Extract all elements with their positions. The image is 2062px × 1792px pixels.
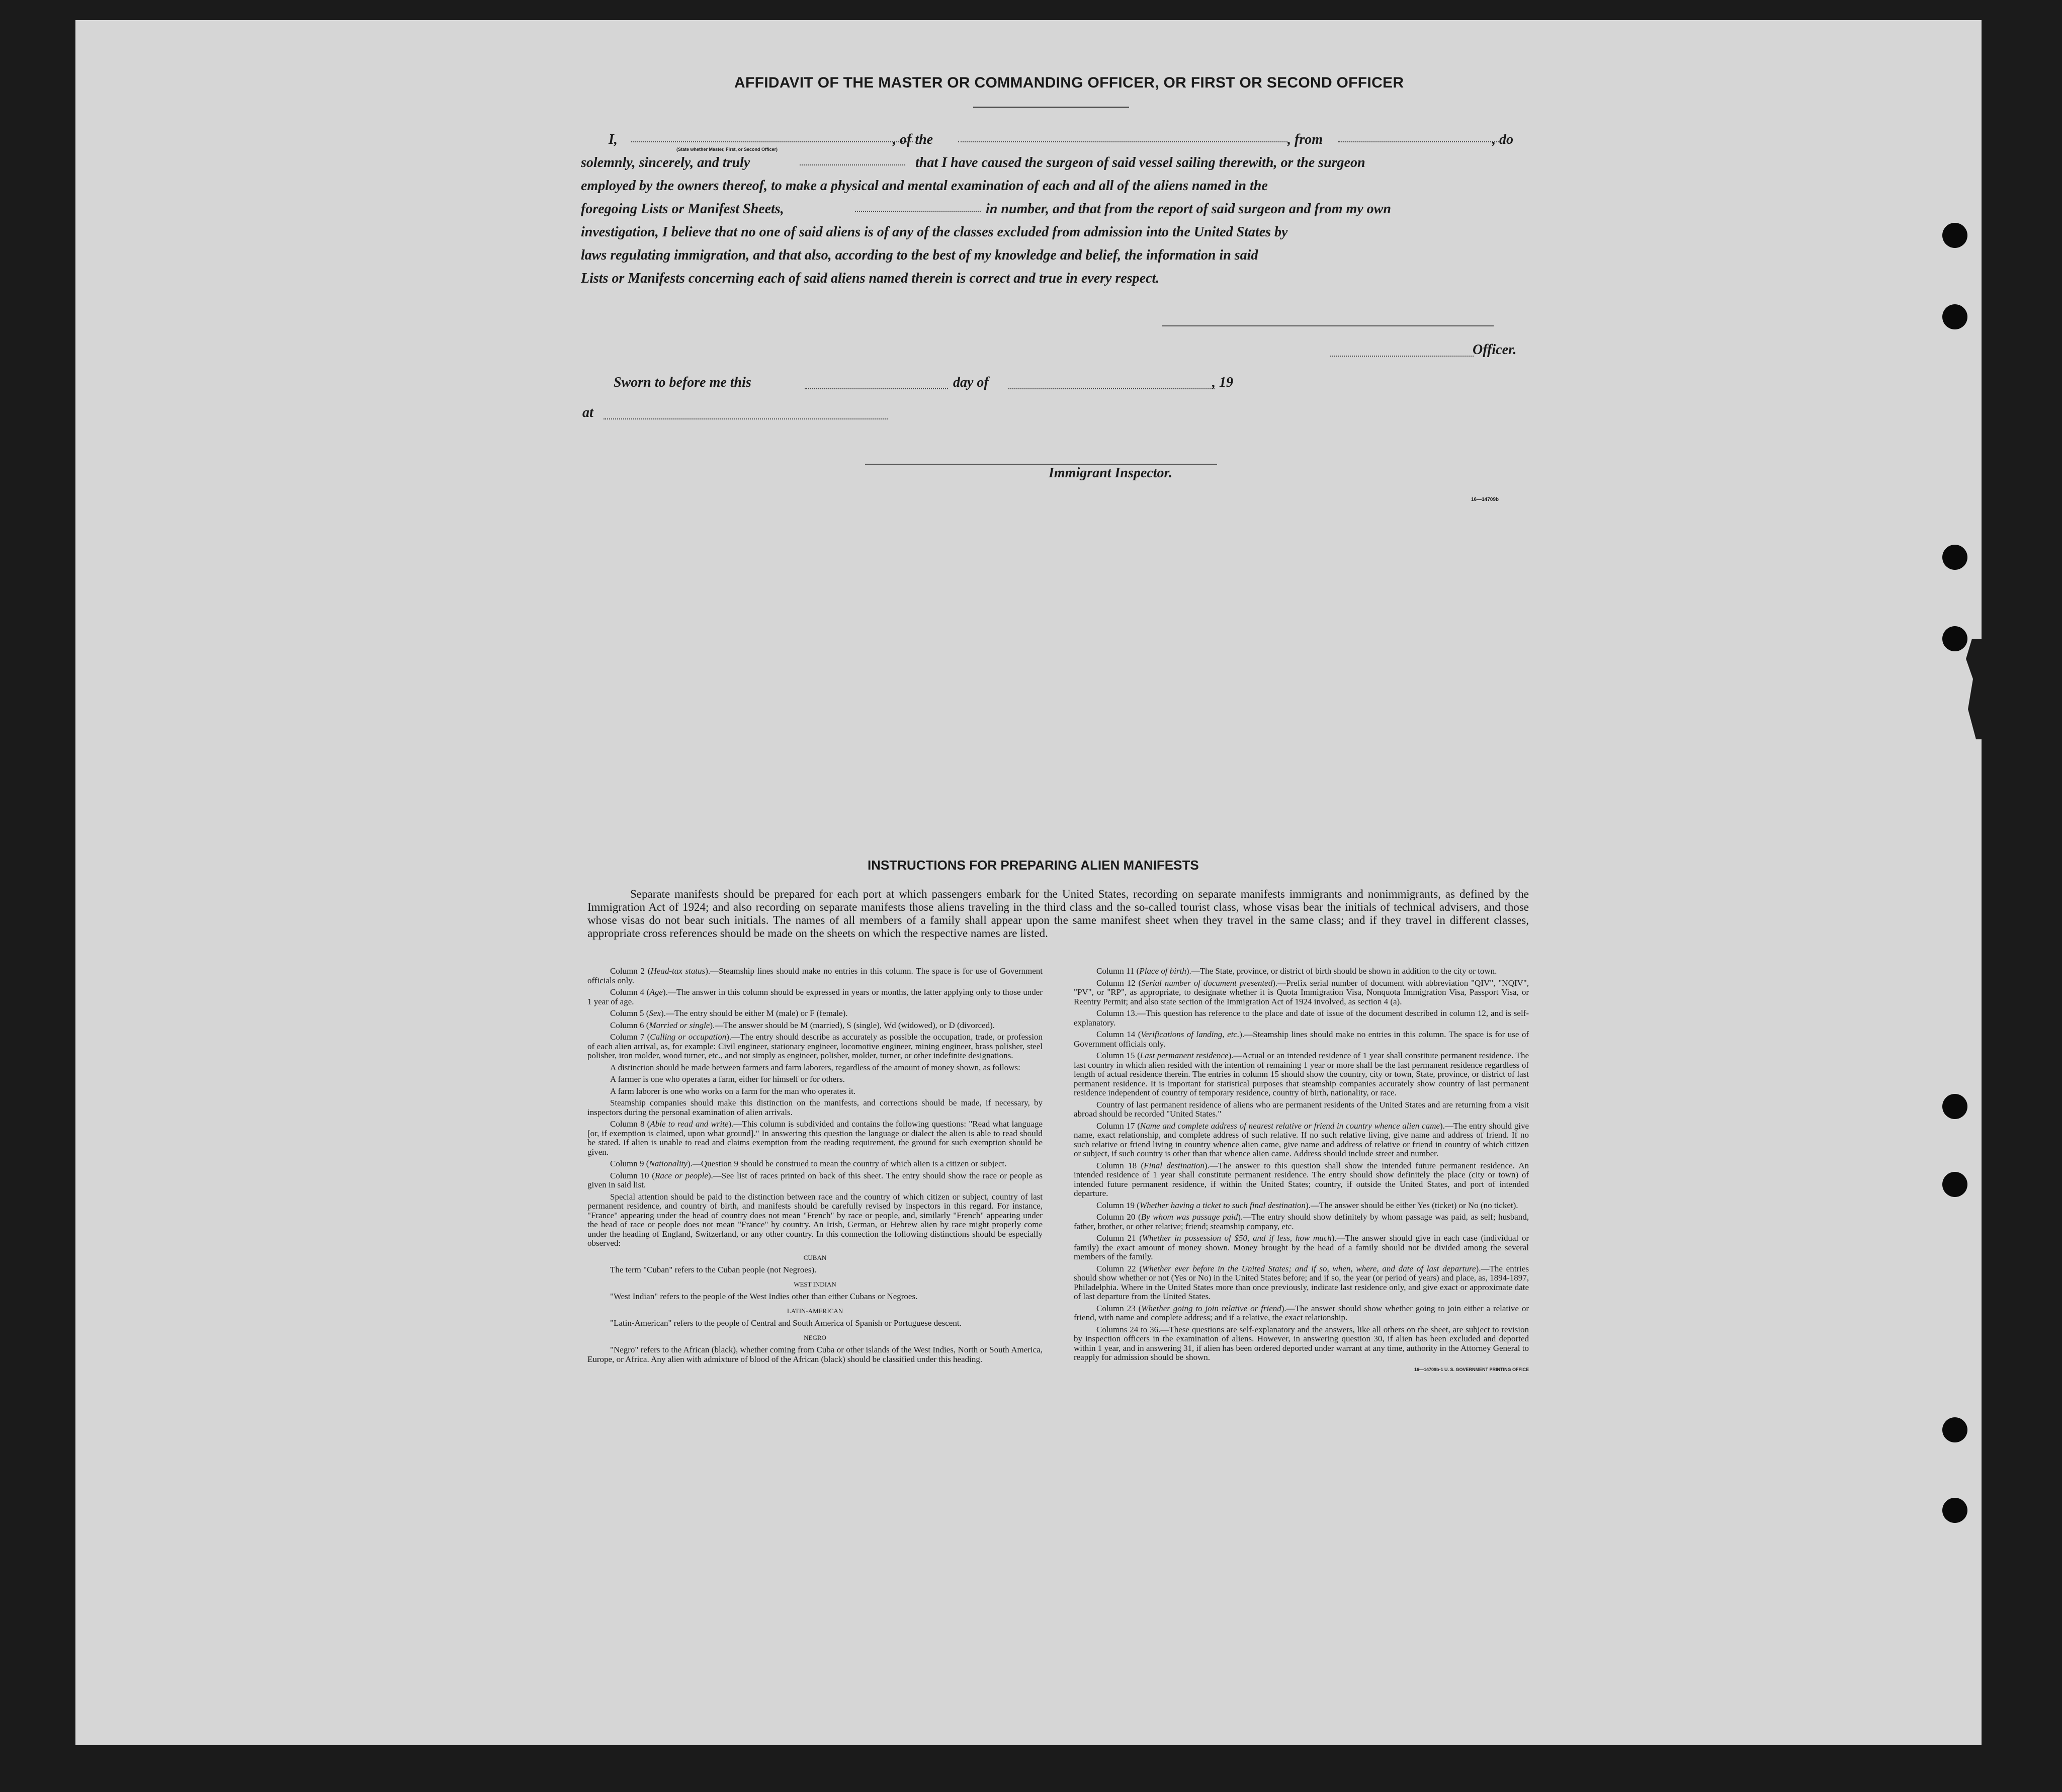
- farmer-distinction: A distinction should be made between farmers and farm laborers, regardless of the amount of money shown, as follows:: [610, 1062, 1020, 1072]
- column-21-note: Column 21 (Whether in possession of $50, and if less, how much).—The answer should give in each case (individual or family) the exact amount of money shown. Money brought by the head of a family should not be divided among the several members of the family.: [1074, 1233, 1529, 1261]
- printing-office-footer: 16—14709b-1 U. S. GOVERNMENT PRINTING OFFICE: [1414, 1367, 1529, 1372]
- west-indian-definition: "West Indian" refers to the people of the West Indies other than either Cubans or Negroes.: [610, 1292, 918, 1301]
- column-8-note: Column 8 (Able to read and write).—This column is subdivided and contains the following questions: "Read what language [or, if exemption is claimed, upon what ground]." In answering this question the language or dialect the alien is able to read should be stated. If alien is unable to read and claims exemption from the reading requirement, the ground for such exemption should be given.: [587, 1119, 1043, 1157]
- column-4-note: Column 4 (Age).—The answer in this column should be expressed in years or months, the latter applying only to those under 1 year of age.: [587, 987, 1043, 1006]
- inspector-label: Immigrant Inspector.: [1049, 465, 1172, 481]
- sheet-count-field[interactable]: [855, 211, 981, 212]
- sworn-place-field[interactable]: [604, 418, 888, 419]
- day-of-label: day of: [953, 375, 989, 390]
- officer-signature-field[interactable]: [1330, 356, 1474, 357]
- inspector-signature-line[interactable]: [865, 464, 1217, 465]
- column-22-note: Column 22 (Whether ever before in the United States; and if so, when, where, and date of last departure).—The entries should show whether or not (Yes or No) in the United States before; and if so, the year (or period of years) and place, as, 1894-1897, Philadelphia. Where in the United States more than once previously, indicate last residence only, and give exact or approximate date of last departure from the United States.: [1074, 1263, 1529, 1301]
- punch-hole: [1942, 1172, 1967, 1197]
- punch-hole: [1942, 545, 1967, 570]
- instructions-right-column: [1074, 967, 1529, 1377]
- column-9-note: Column 9 (Nationality).—Question 9 should be construed to mean the country of which alien is a citizen or subject.: [610, 1159, 1007, 1168]
- column-6-note: Column 6 (Married or single).—The answer should be M (married), S (single), Wd (widowed), or D (divorced).: [610, 1020, 995, 1030]
- column-11-note: Column 11 (Place of birth).—The State, province, or district of birth should be shown in addition to the city or town.: [1096, 966, 1497, 976]
- at-label: at: [582, 405, 593, 420]
- column-17-note: Column 17 (Name and complete address of nearest relative or friend in country whence alien came).—The entry should give name, exact relationship, and complete address of such relative. If no such relative living, give name and address of friend. If no such relative or friend living in country whence alien came, give name and address of relative or friend in country of which citizen or subject, if such country is other than that whence alien came. Address should include street and number.: [1074, 1121, 1529, 1158]
- punch-hole: [1942, 626, 1967, 651]
- affidavit-text: I, , of the , from , do solemnly, sincerely, and truly that I have caused the surgeon of said vessel sailing therewith, or the surgeon employed by the owners thereof, to make a physical and mental examination of each and all of the aliens named in the foregoing Lists or Manifest Sheets, in number, and that from the report of said surgeon and from my own investigation, I believe that no one of said aliens is of any of the classes excluded from admission into the United States by laws regulating immigration, and that also, according to the best of my knowledge and belief, the information in said Lists or Manifests concerning each of said aliens named therein is correct and true in every respect.: [581, 132, 1513, 286]
- cuban-definition: The term "Cuban" refers to the Cuban people (not Negroes).: [610, 1265, 817, 1274]
- column-23-note: Column 23 (Whether going to join relative or friend).—The answer should show whether going to join either a relative or friend, with name and complete address; and if a relative, the exact relationship.: [1074, 1303, 1529, 1322]
- punch-hole: [1942, 1498, 1967, 1523]
- latin-american-definition: "Latin-American" refers to the people of Central and South America of Spanish or Portuguese descent.: [610, 1318, 962, 1328]
- form-number: 16—14709b: [1471, 497, 1499, 502]
- vessel-name-field[interactable]: [958, 141, 1287, 142]
- farm-laborer-definition: A farm laborer is one who works on a farm for the man who operates it.: [610, 1086, 856, 1096]
- negro-heading: NEGRO: [804, 1333, 826, 1341]
- column-5-note: Column 5 (Sex).—The entry should be either M (male) or F (female).: [610, 1008, 848, 1018]
- column-7-note: Column 7 (Calling or occupation).—The entry should describe as accurately as possible the occupation, trade, or profession of each alien arrival, as, for example: Civil engineer, stationary engineer, locomotive engineer, mining engineer, brass polisher, steel polisher, iron molder, wood turner, etc., and not simply as engineer, polisher, molder, turner, or other indefinite designations.: [587, 1032, 1043, 1060]
- punch-hole: [1942, 1417, 1967, 1442]
- affidavit-title: AFFIDAVIT OF THE MASTER OR COMMANDING OFFICER, OR FIRST OR SECOND OFFICER: [734, 74, 1404, 91]
- oath-field[interactable]: [800, 164, 905, 165]
- year-label: , 19: [1212, 375, 1233, 390]
- sworn-day-field[interactable]: [805, 388, 948, 389]
- instructions-left-column: [587, 967, 1043, 1367]
- farmer-definition: A farmer is one who operates a farm, either for himself or for others.: [610, 1074, 845, 1084]
- columns-24-36-note: Columns 24 to 36.—These questions are self-explanatory and the answers, like all others on the sheet, are subject to revision by inspection officers in the examination of aliens. However, in answering question 30, if alien has been excluded and deported within 1 year, and in answering 31, if alien has been ordered deported under warrant at any time, authority in the Attorney General to reapply for admission should be shown.: [1074, 1324, 1529, 1362]
- punch-hole: [1942, 223, 1967, 248]
- punch-hole: [1942, 1094, 1967, 1119]
- officer-rank-field[interactable]: [631, 141, 913, 142]
- west-indian-heading: WEST INDIAN: [794, 1280, 836, 1288]
- instructions-title: INSTRUCTIONS FOR PREPARING ALIEN MANIFESTS: [868, 858, 1199, 873]
- column-2-note: Column 2 (Head-tax status).—Steamship lines should make no entries in this column. The space is for use of Government officials only.: [587, 966, 1043, 985]
- column-14-note: Column 14 (Verifications of landing, etc.).—Steamship lines should make no entries in this column. The space is for use of Government officials only.: [1074, 1030, 1529, 1049]
- column-18-note: Column 18 (Final destination).—The answer to this question shall show the intended future permanent residence. An intended residence of 1 year shall constitute permanent residence. The entry should show definitely the place (city or town) of intended future permanent residence, if within the United States; country, if outside the United States, and port of intended departure.: [1074, 1160, 1529, 1198]
- officer-label: Officer.: [1473, 342, 1517, 358]
- column-13-note: Column 13.—This question has reference to the place and date of issue of the document described in column 12, and is self-explanatory.: [1074, 1008, 1529, 1028]
- title-underline: [973, 107, 1129, 108]
- returning-residents-note: Country of last permanent residence of aliens who are permanent residents of the United States and are returning from a visit abroad should be recorded "United States.": [1074, 1099, 1529, 1119]
- punch-hole: [1942, 304, 1967, 329]
- signature-line[interactable]: [1162, 325, 1494, 326]
- steamship-note: Steamship companies should make this distinction on the manifests, and corrections should be made, if necessary, by inspectors during the personal examination of alien arrivals.: [587, 1098, 1043, 1117]
- officer-rank-note: (State whether Master, First, or Second Officer): [676, 147, 778, 152]
- sworn-label: Sworn to before me this: [614, 375, 751, 390]
- column-19-note: Column 19 (Whether having a ticket to such final destination).—The answer should be either Yes (ticket) or No (no ticket).: [1096, 1200, 1518, 1210]
- column-20-note: Column 20 (By whom was passage paid).—The entry should show definitely by whom passage was paid, as self; husband, father, brother, or other relative; friend; steamship company, etc.: [1074, 1212, 1529, 1231]
- column-10-note: Column 10 (Race or people).—See list of races printed on back of this sheet. The entry should show the race or people as given in said list.: [587, 1170, 1043, 1189]
- latin-american-heading: LATIN-AMERICAN: [787, 1307, 843, 1315]
- negro-definition: "Negro" refers to the African (black), whether coming from Cuba or other islands of the West Indies, North or South America, Europe, or Africa. Any alien with admixture of blood of the African (black) should be classified under this heading.: [587, 1345, 1043, 1364]
- race-distinction-note: Special attention should be paid to the distinction between race and the country of which citizen or subject, country of last permanent residence, and country of birth, and manifests should be carefully revised by inspectors in this regard. For instance, "France" appearing under the head of country does not mean "French" by race or people, and, similarly "French" appearing under the head of race or people does not mean "France" by country. An Irish, German, or Hebrew alien by race might properly come under the heading of England, Switzerland, or any other country. In this connection the following distinctions should be especially observed:: [587, 1191, 1043, 1248]
- departure-port-field[interactable]: [1338, 141, 1499, 142]
- cuban-heading: CUBAN: [803, 1253, 827, 1261]
- column-12-note: Column 12 (Serial number of document presented).—Prefix serial number of document with abbreviation "QIV", "NQIV", "PV", or "RP", as appropriate, to designate whether it is Quota Immigration Visa, Nonquota Immigration Visa, Passport Visa, or Reentry Permit; and also state section of the Immigration Act of 1924 involved, as section 4 (a).: [1074, 978, 1529, 1006]
- instructions-intro: Separate manifests should be prepared for each port at which passengers embark for the United States, recording on separate manifests immigrants and nonimmigrants, as defined by the Immigration Act of 1924; and also recording on separate manifests those aliens traveling in the third class and the so-called tourist class, whose visas bear the initials of technical advisers, and those whose visas do not bear such initials. The names of all members of a family shall appear upon the same manifest sheet when they travel in the same class; and if they travel in different classes, appropriate cross references should be made on the sheets on which the respective names are listed.: [587, 888, 1529, 940]
- sworn-month-field[interactable]: [1008, 388, 1215, 389]
- column-15-note: Column 15 (Last permanent residence).—Actual or an intended residence of 1 year shall constitute permanent residence. The last country in which alien resided with the intention of remaining 1 year or more shall be the last permanent residence regardless of length of actual residence therein. The entries in column 15 should show the country, city or town, State, province, or district of last permanent residence. It is important for statistical purposes that steamship companies accurately show country of last permanent residence independent of country of temporary residence, country of birth, nationality, or race.: [1074, 1051, 1529, 1097]
